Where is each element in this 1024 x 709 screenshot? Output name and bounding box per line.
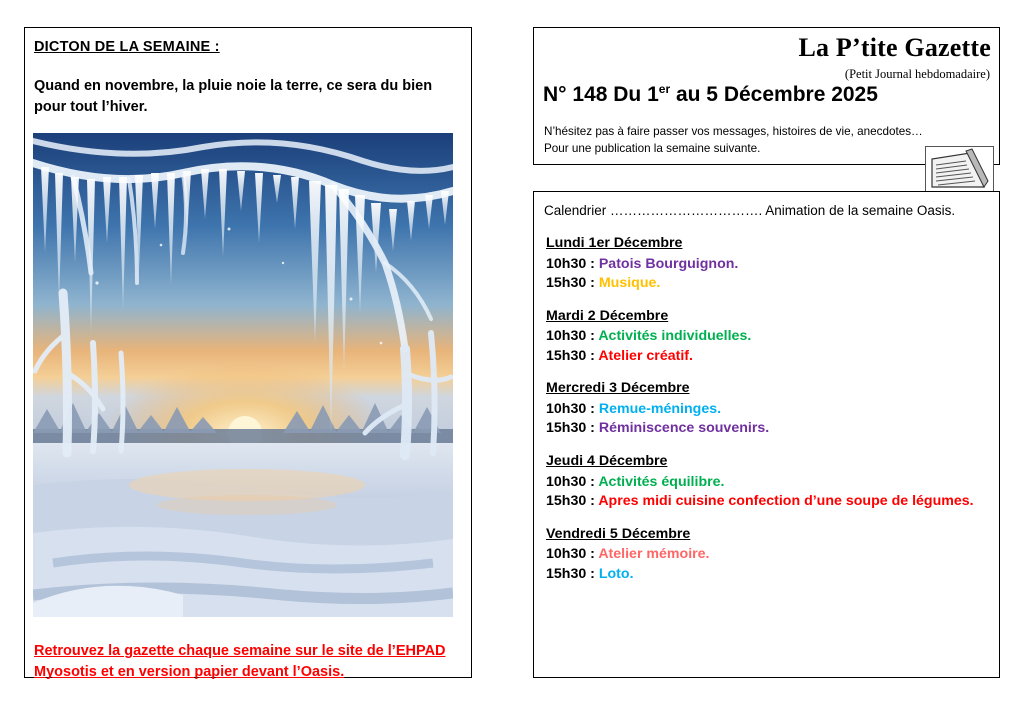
calendar-slot-time: 10h30 : [546, 255, 599, 272]
calendar-slot-time: 10h30 : [546, 546, 599, 563]
issue-ordinal: er [658, 82, 671, 96]
calendar-slot-activity: Musique. [598, 275, 661, 292]
calendar-slot-activity: Atelier créatif. [598, 347, 693, 364]
calendar-slot-activity: Réminiscence souvenirs. [598, 420, 770, 437]
calendar-slot-time: 15h30 : [546, 420, 599, 437]
calendar-slot-activity: Apres midi cuisine confection d’une soupe de légumes. [598, 493, 974, 510]
calendar-day-block [546, 307, 996, 367]
calendar-slot [546, 419, 996, 438]
dicton-panel [24, 27, 472, 678]
calendar-slot-activity: Remue-méninges. [598, 401, 722, 418]
calendar-slot-time: 15h30 : [546, 275, 599, 292]
dicton-text: Quand en novembre, la pluie noie la terre, ce sera du bien pour tout l’hiver. [34, 78, 433, 115]
issue-suffix: au 5 Décembre 2025 [670, 83, 878, 106]
masthead-panel [533, 27, 1000, 165]
dicton-title: DICTON DE LA SEMAINE : [34, 39, 220, 55]
calendar-day-title: Mardi 2 Décembre [546, 307, 669, 324]
calendar-slot-activity: Activités équilibre. [598, 473, 725, 490]
winter-photo [33, 133, 453, 617]
calendar-slot-time: 10h30 : [546, 328, 599, 345]
calendar-slot [546, 565, 996, 584]
issue-line [543, 82, 878, 107]
calendar-slot [546, 255, 996, 274]
newspaper-icon-glyph [926, 147, 993, 192]
calendar-day-block [546, 379, 996, 439]
footer-note: Retrouvez la gazette chaque semaine sur le site de l’EHPAD Myosotis et en version papier devant l’Oasis. [34, 643, 446, 680]
calendar-day-block [546, 525, 996, 585]
calendar-day-title: Mercredi 3 Décembre [546, 380, 690, 397]
blurb [544, 124, 984, 158]
calendar-day-title: Lundi 1er Décembre [546, 235, 683, 251]
calendar-slot-activity: Patois Bourguignon. [598, 255, 739, 272]
calendar-slot-time: 15h30 : [546, 347, 599, 364]
calendar-slot [546, 327, 996, 346]
issue-prefix: N° 148 Du 1 [543, 83, 659, 106]
calendar-slot-time: 10h30 : [546, 473, 599, 490]
page-title: La P’tite Gazette [798, 33, 991, 62]
page-subtitle: (Petit Journal hebdomadaire) [844, 67, 990, 81]
calendar-slot [546, 492, 996, 511]
calendar-day-title: Vendredi 5 Décembre [546, 525, 691, 542]
calendar-slot-activity: Activités individuelles. [598, 328, 752, 345]
winter-landscape-image [33, 133, 453, 617]
calendar-slot-time: 15h30 : [546, 565, 599, 582]
calendar-slot-activity: Atelier mémoire. [598, 546, 710, 563]
calendar-slot-time: 15h30 : [546, 493, 599, 510]
calendar-slot [546, 274, 996, 293]
calendar-day-block [546, 234, 996, 294]
calendar-panel [533, 191, 1000, 678]
calendar-day-block [546, 452, 996, 512]
calendar-day-title: Jeudi 4 Décembre [546, 452, 668, 469]
calendar-slot [546, 347, 996, 366]
calendar-days [546, 234, 996, 597]
newspaper-icon [925, 146, 994, 193]
calendar-header: Calendrier ……………………………. Animation de la semaine Oasis. [544, 203, 956, 218]
calendar-slot [546, 473, 996, 492]
calendar-slot-activity: Loto. [598, 565, 634, 582]
calendar-slot-time: 10h30 : [546, 401, 599, 418]
blurb-line-2: Pour une publication la semaine suivante. [544, 141, 761, 155]
blurb-line-1: N’hésitez pas à faire passer vos messages, histoires de vie, anecdotes… [544, 125, 923, 138]
calendar-slot [546, 545, 996, 564]
calendar-slot [546, 400, 996, 419]
